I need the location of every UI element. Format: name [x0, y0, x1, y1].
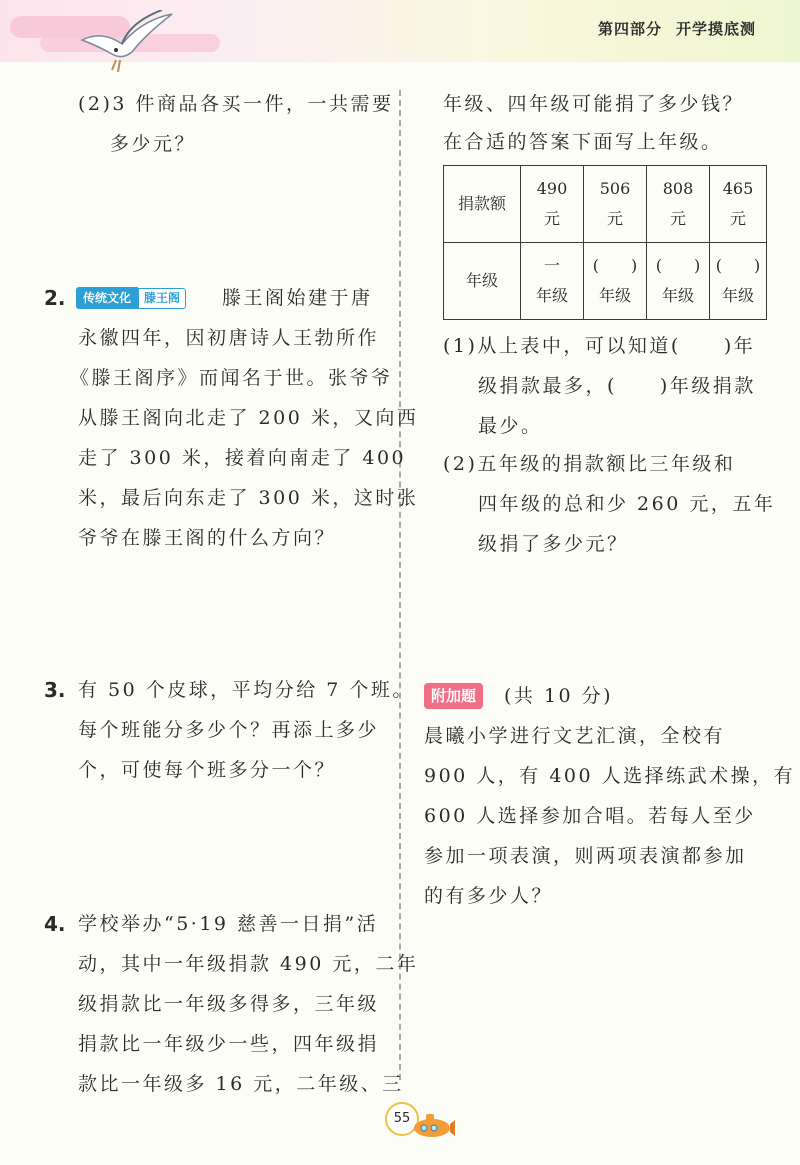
bonus-line: 600 人选择参加合唱。若每人至少 — [424, 805, 756, 827]
grade-cell[interactable] — [647, 243, 710, 320]
amount-cell — [584, 166, 647, 243]
q4-line: 捐款比一年级少一些，四年级捐 — [78, 1033, 380, 1055]
q2-line: 《滕王阁序》而闻名于世。张爷爷 — [70, 367, 393, 389]
header-title: 开学摸底测 — [675, 20, 756, 38]
sub2-line: 四年级的总和少 260 元，五年 — [478, 493, 776, 515]
q2-line: 米，最后向东走了 300 米，这时张 — [78, 487, 419, 509]
amount-value: 808 — [662, 179, 694, 198]
grade-unit: 年级 — [661, 286, 694, 305]
q2-line: 走了 300 米，接着向南走了 400 — [78, 447, 407, 469]
q3-line: 个，可使每个班多分一个？ — [78, 759, 337, 781]
grade-unit: 年级 — [598, 286, 631, 305]
q4-line: 款比一年级多 16 元，二年级、三 — [78, 1073, 404, 1095]
question-number: 2. — [44, 286, 66, 310]
bonus-line: 晨曦小学进行文艺汇演，全校有 — [424, 725, 726, 747]
q2-line: 永徽四年，因初唐诗人王勃所作 — [78, 327, 380, 349]
grade-value: 一 — [543, 256, 560, 275]
sub1-line: 级捐款最多，( )年级捐款 — [478, 375, 756, 397]
table-row — [444, 243, 767, 320]
grade-blank: ( ) — [715, 256, 761, 275]
amount-value: 490 — [536, 179, 568, 198]
q2-line: 从滕王阁向北走了 200 米，又向西 — [78, 407, 419, 429]
q2-line: 滕王阁始建于唐 — [222, 287, 373, 309]
question-number: 3. — [44, 678, 66, 702]
seagull-icon — [72, 10, 182, 76]
q1-part2-line: (2)3 件商品各买一件，一共需要 — [78, 93, 394, 115]
tag-tengwang-pavilion: 滕王阁 — [138, 288, 186, 309]
sub1-line: (1)从上表中，可以知道( )年 — [443, 335, 756, 357]
grade-blank: ( ) — [592, 256, 638, 275]
amount-cell — [710, 166, 767, 243]
amount-value: 465 — [722, 179, 754, 198]
tag-traditional-culture: 传统文化 — [76, 287, 138, 309]
grade-cell[interactable] — [584, 243, 647, 320]
page-header — [598, 18, 756, 39]
column-divider — [399, 90, 401, 1080]
table-row — [444, 166, 767, 243]
q3-line: 每个班能分多少个？再添上多少 — [78, 719, 380, 741]
grade-unit: 年级 — [721, 286, 754, 305]
amount-cell — [521, 166, 584, 243]
amount-unit: 元 — [606, 209, 623, 228]
amount-cell — [647, 166, 710, 243]
q4-line: 动，其中一年级捐款 490 元，二年 — [78, 953, 419, 975]
culture-tag — [76, 287, 186, 309]
bonus-points: (共 10 分) — [504, 685, 614, 707]
amount-unit: 元 — [543, 209, 560, 228]
table-row-header: 年级 — [444, 243, 521, 320]
amount-unit: 元 — [669, 209, 686, 228]
bonus-line: 参加一项表演，则两项表演都参加 — [424, 845, 747, 867]
grade-blank: ( ) — [655, 256, 701, 275]
sub2-line: (2)五年级的捐款额比三年级和 — [443, 453, 736, 475]
amount-value: 506 — [599, 179, 631, 198]
section-label: 第四部分 — [597, 20, 662, 38]
q2-line: 爷爷在滕王阁的什么方向？ — [78, 527, 337, 549]
page-number: 55 — [385, 1102, 419, 1136]
bonus-line: 900 人，有 400 人选择练武术操，有 — [424, 765, 796, 787]
q4-continued-line: 在合适的答案下面写上年级。 — [443, 131, 723, 153]
grade-unit: 年级 — [535, 286, 568, 305]
table-row-header: 捐款额 — [444, 166, 521, 243]
q4-line: 学校举办“5·19 慈善一日捐”活 — [78, 913, 379, 935]
question-number: 4. — [44, 912, 66, 936]
bonus-line: 的有多少人？ — [424, 885, 554, 907]
submarine-icon — [410, 1110, 456, 1140]
q4-line: 级捐款比一年级多得多，三年级 — [78, 993, 380, 1015]
grade-cell — [521, 243, 584, 320]
q3-line: 有 50 个皮球，平均分给 7 个班。 — [78, 679, 414, 701]
amount-unit: 元 — [729, 209, 746, 228]
q4-continued-line: 年级、四年级可能捐了多少钱？ — [443, 93, 745, 115]
donation-table — [443, 165, 767, 320]
sub2-line: 级捐了多少元？ — [478, 533, 629, 555]
grade-cell[interactable] — [710, 243, 767, 320]
q1-part2-line: 多少元？ — [110, 133, 197, 155]
bonus-question-tag: 附加题 — [424, 683, 483, 709]
sub1-line: 最少。 — [478, 415, 543, 437]
